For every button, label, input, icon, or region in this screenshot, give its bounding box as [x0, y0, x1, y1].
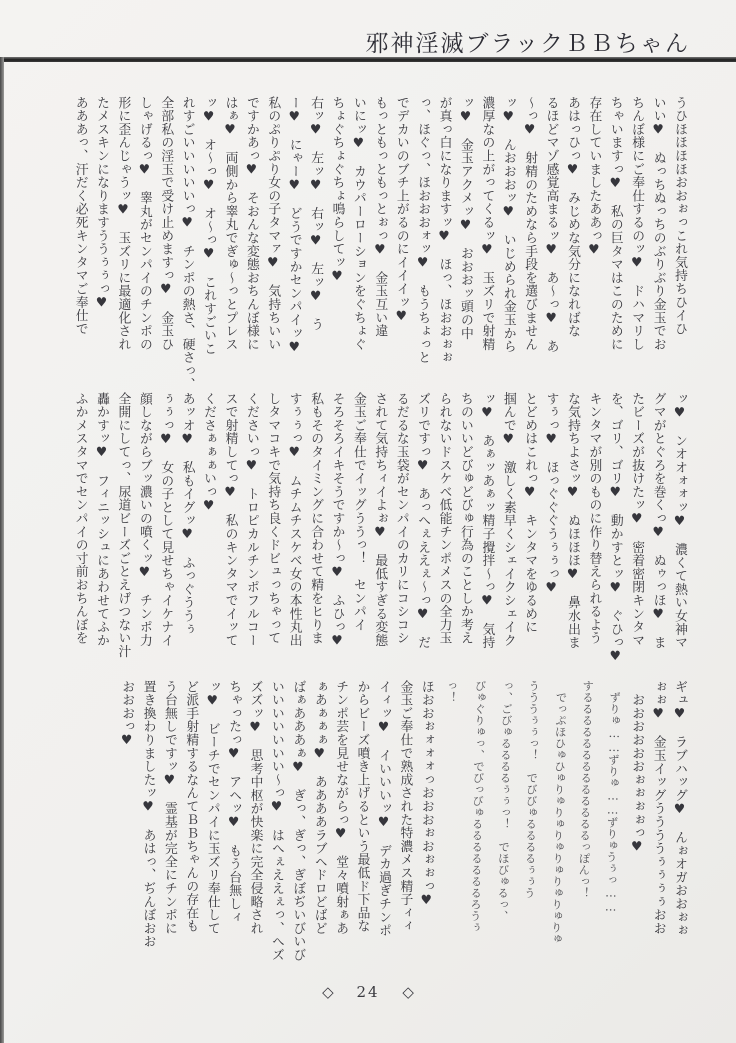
text-column: ちのいいどびゅどびゅ行為のことしか考え [457, 392, 473, 645]
text-column: うひほほほほおおぉっこれ気持ちひイひ [672, 96, 687, 336]
sfx-text-column: でっぷほひゅひゅりゅりゅりゅりゅりゅりゅりゅ [549, 679, 569, 945]
text-column: しタマコキで気持ち良くドビュっちゃって [265, 392, 281, 645]
text-column: ～っ♥ 射精のためなら手段を選びません [522, 96, 538, 351]
text-column: 金玉ご奉仕でイッグううっ！ センパイ [350, 392, 366, 632]
sfx-text-column: するるるるるるるるるるるるるっぽんっ！ [576, 679, 596, 899]
text-column: たビーズが抜けたッ♥ 密着密閉キンタマ [629, 392, 645, 647]
text-column: 轟かすッ♥ フィニッシュにあわせてふか [94, 392, 110, 647]
text-column: はぁ♥ 両側から睾丸でぎゅ～っとプレス [222, 96, 238, 351]
text-column: ちゃいますっ♥ 私の巨タマはこのために [607, 96, 623, 351]
text-block-2 [69, 392, 690, 680]
text-column: られないドスケベ低能チンポメスの全力玉 [436, 392, 452, 645]
text-column: くださぁぁぁいっ♥ [201, 392, 217, 514]
text-column: ちょぐちょぐちょ鳴らしてッ♥ [329, 96, 345, 285]
text-column: ッ♥ 金玉アクメッ♥ おおおッ頭の中 [457, 96, 473, 340]
text-column: 私のぷりぷり女の子タマァ♥ 気持ちいい [265, 96, 281, 351]
text-block-3 [116, 680, 690, 972]
page-footer [0, 983, 736, 1001]
text-column: 濃厚なの上がってくるッ♥ 玉ズリで射精 [479, 96, 495, 351]
text-column: 全部私の淫玉で受け止めますっ♥ 金玉ひ [158, 96, 174, 351]
text-column: いい♥ ぬっちぬっちのぶりぶり金玉でお [650, 96, 666, 351]
text-column: あッオ♥ 私もイグッ♥ ふっぐううぅ [179, 392, 195, 636]
text-column: るほどマゾ感覚高まるッ♥ あ～っ♥ あ [543, 96, 559, 354]
text-column: な気持ちよさッ♥ ぬほほほ♥ 鼻水出ま [564, 392, 580, 650]
text-column: とどめはこれっ♥ キンタマをゆるめに [522, 392, 538, 634]
text-column: ちんぼ様にご奉仕するのッ♥ ドハマリし [629, 96, 645, 351]
text-column: ッ♥ ンオオォォッ♥ 濃くて熱い女神マ [672, 392, 687, 650]
sfx-text-column: っ！ [443, 679, 459, 704]
text-column: からビーズ噴き上げるという最低ド下品な [354, 680, 370, 933]
text-column: 私もそのタイミングに合わせて精をヒりま [308, 392, 324, 645]
text-column: ほおおぉォォォっおおおぉおぉぉっ♥ [418, 680, 434, 909]
text-column: 顔しながらブッ濃いの噴くッ♥ チンポ力 [136, 392, 152, 647]
text-column: あはっひっ♥ みじめな気分になればな [564, 96, 580, 338]
header-rule-divider [0, 57, 736, 62]
page-spine-edge [0, 57, 4, 1043]
text-column: っ、ほぐっ、ほおおおォッ♥ もうちょっと [415, 96, 431, 365]
text-column: スで射精してっ♥ 私のキンタマでイッて [222, 392, 238, 647]
text-column: ですかあっ♥ そおんな変態おちんぼ様に [243, 96, 259, 351]
sfx-text-column: ずりゅ……ずりゅ……ずりゅうぅっ…… [603, 679, 623, 914]
text-column: しゃげるっ♥ 睾丸がセンパイのチンポの [136, 96, 152, 351]
text-column: おおおっ♥ [119, 680, 135, 749]
text-column: チンポ芸を見せながらっ♥ 堂々噴射ぁあ [333, 680, 349, 935]
text-column: グマがとぐろを巻くっ♥ ぬゥっほ♥ ま [650, 392, 666, 650]
text-column: もっともっともっとぉっ♥ 金玉互い違 [372, 96, 388, 338]
page-title: 邪神淫滅ブラックＢＢちゃん [365, 31, 690, 57]
text-column: そろそろイキそうですか～っ♥ ふひっ♥ [329, 392, 345, 650]
text-column: ッ♥ オ～っ♥ オ～っ♥ これすごいこ [201, 96, 217, 356]
text-column: イィッ♥ イいいいッ♥ デカ過ぎチンポ [375, 680, 391, 938]
text-column: ばぁあああぁ♥ ぎっ、ぎっ、ぎぼぢいびいび [290, 680, 306, 962]
sfx-text-column: うううぅぅっ！ でびびゅるるるるぅぅう [522, 679, 542, 899]
sfx-text-column: びゅぐりゅっ、でびっびゅるるるるるるるろうぅ [468, 679, 488, 934]
text-column: キンタマが別のものに作り替えられるよう [586, 392, 602, 645]
text-column: ギュ♥ ラブハッグ♥ んぉオガおおぉぉ [672, 680, 687, 938]
page-number: 24 [356, 983, 380, 1001]
text-block-1 [69, 96, 690, 396]
text-column: でデカいのブチ上がるのにイイイッ♥ [393, 96, 409, 325]
footer-diamond-left: ◇ [322, 983, 334, 1001]
text-column: すぅぅっ♥ ムチムチスケベ女の本性丸出 [286, 392, 302, 647]
text-column: おおおおおおぉぉぉぉっ♥ [629, 680, 645, 856]
text-column: されて気持ちィイよぉ♥ 最低すぎる変態 [372, 392, 388, 647]
text-column: ぉぉ♥ 金玉イッグううううぅぅぅぅおお [650, 680, 666, 935]
text-column: ちゃったっ♥ アヘッ♥ もう台無しィ [226, 680, 242, 924]
text-column: すぅっ♥ ほっぐぐぐうぅぅっ♥ [543, 392, 559, 596]
text-column: くださいっ♥ トロピカルチンポフルコー [243, 392, 259, 647]
text-column: ど派手射精するなんてＢＢちゃんの存在も [183, 680, 199, 933]
text-column: 形に歪んじゃうッ♥ 玉ズリに最適化され [115, 96, 131, 351]
text-column: 掴んで♥ 激しく素早くシェイクシェイク [500, 392, 516, 647]
text-column: 置き換わりましたッ♥ あはっ、ぢんぼおお [140, 680, 156, 949]
text-column: ぅぅっ♥ 女の子として見せちゃイケナイ [158, 392, 174, 647]
text-column: を、ゴリ、ゴリ♥ 動かすとッ♥ ぐひっ♥ [607, 392, 623, 665]
text-column: が真っ白になりますッ♥ ほっ、ほおおぉぉ [436, 96, 452, 365]
text-column: いいいいいいい～っ♥ はへぇええぇっ、へズ [268, 680, 284, 962]
text-column: ふかメスタマでセンパイの寸前おちんぼを [72, 392, 88, 645]
footer-diamond-right: ◇ [402, 983, 414, 1001]
text-column: ッ♥ ビーチでセンパイに玉ズリ奉仕して [204, 680, 220, 935]
text-column: 全開にしてっ、尿道ビーズごとえげつない汁 [115, 392, 131, 658]
text-column: 右ッ♥ 左ッ♥ 右ッ♥ 左ッ♥ う [308, 96, 324, 331]
text-column: ズズッ♥ 思考中枢が快楽に完全侵略され [247, 680, 263, 935]
text-column: いにッ♥ カウパーローションをぐちょぐ [350, 96, 366, 351]
text-column: ズリですっ♥ あっへぇええぇ～っ♥ だ [415, 392, 431, 650]
text-column: ー♥ にゃー♥ どうですかセンパイッ♥ [286, 96, 302, 356]
text-column: たメスキンになりますううぅぅっ♥ [94, 96, 110, 311]
text-column: う台無しですッ♥ 霊基が完全にチンポに [161, 680, 177, 935]
text-column: ッ♥ あぁッあぁッ精子攪拌～っ♥ 気持 [479, 392, 495, 650]
sfx-text-column: っ、ごびゅるるるるぅぅっ！ でほびゅるっ、 [495, 679, 515, 922]
text-column: ッ♥ んおおおッ♥ いじめられ金玉から [500, 96, 516, 354]
text-column: 金玉ご奉仕で熟成された特濃メス精子ィィ [397, 680, 413, 933]
text-column: れすごいいいいいっ♥ チンポの熱さ、硬さっ、 [179, 96, 195, 391]
text-column: ぁあぁぁぁ♥ ああああラブヘドロどばど [311, 680, 327, 935]
text-column: るだるな玉袋がセンパイのカリにコシコシ [393, 392, 409, 645]
text-column: 存在していましたああっ♥ [586, 96, 602, 258]
text-column: あああっ、汗だく必死キンタマご奉仕で [72, 96, 88, 336]
